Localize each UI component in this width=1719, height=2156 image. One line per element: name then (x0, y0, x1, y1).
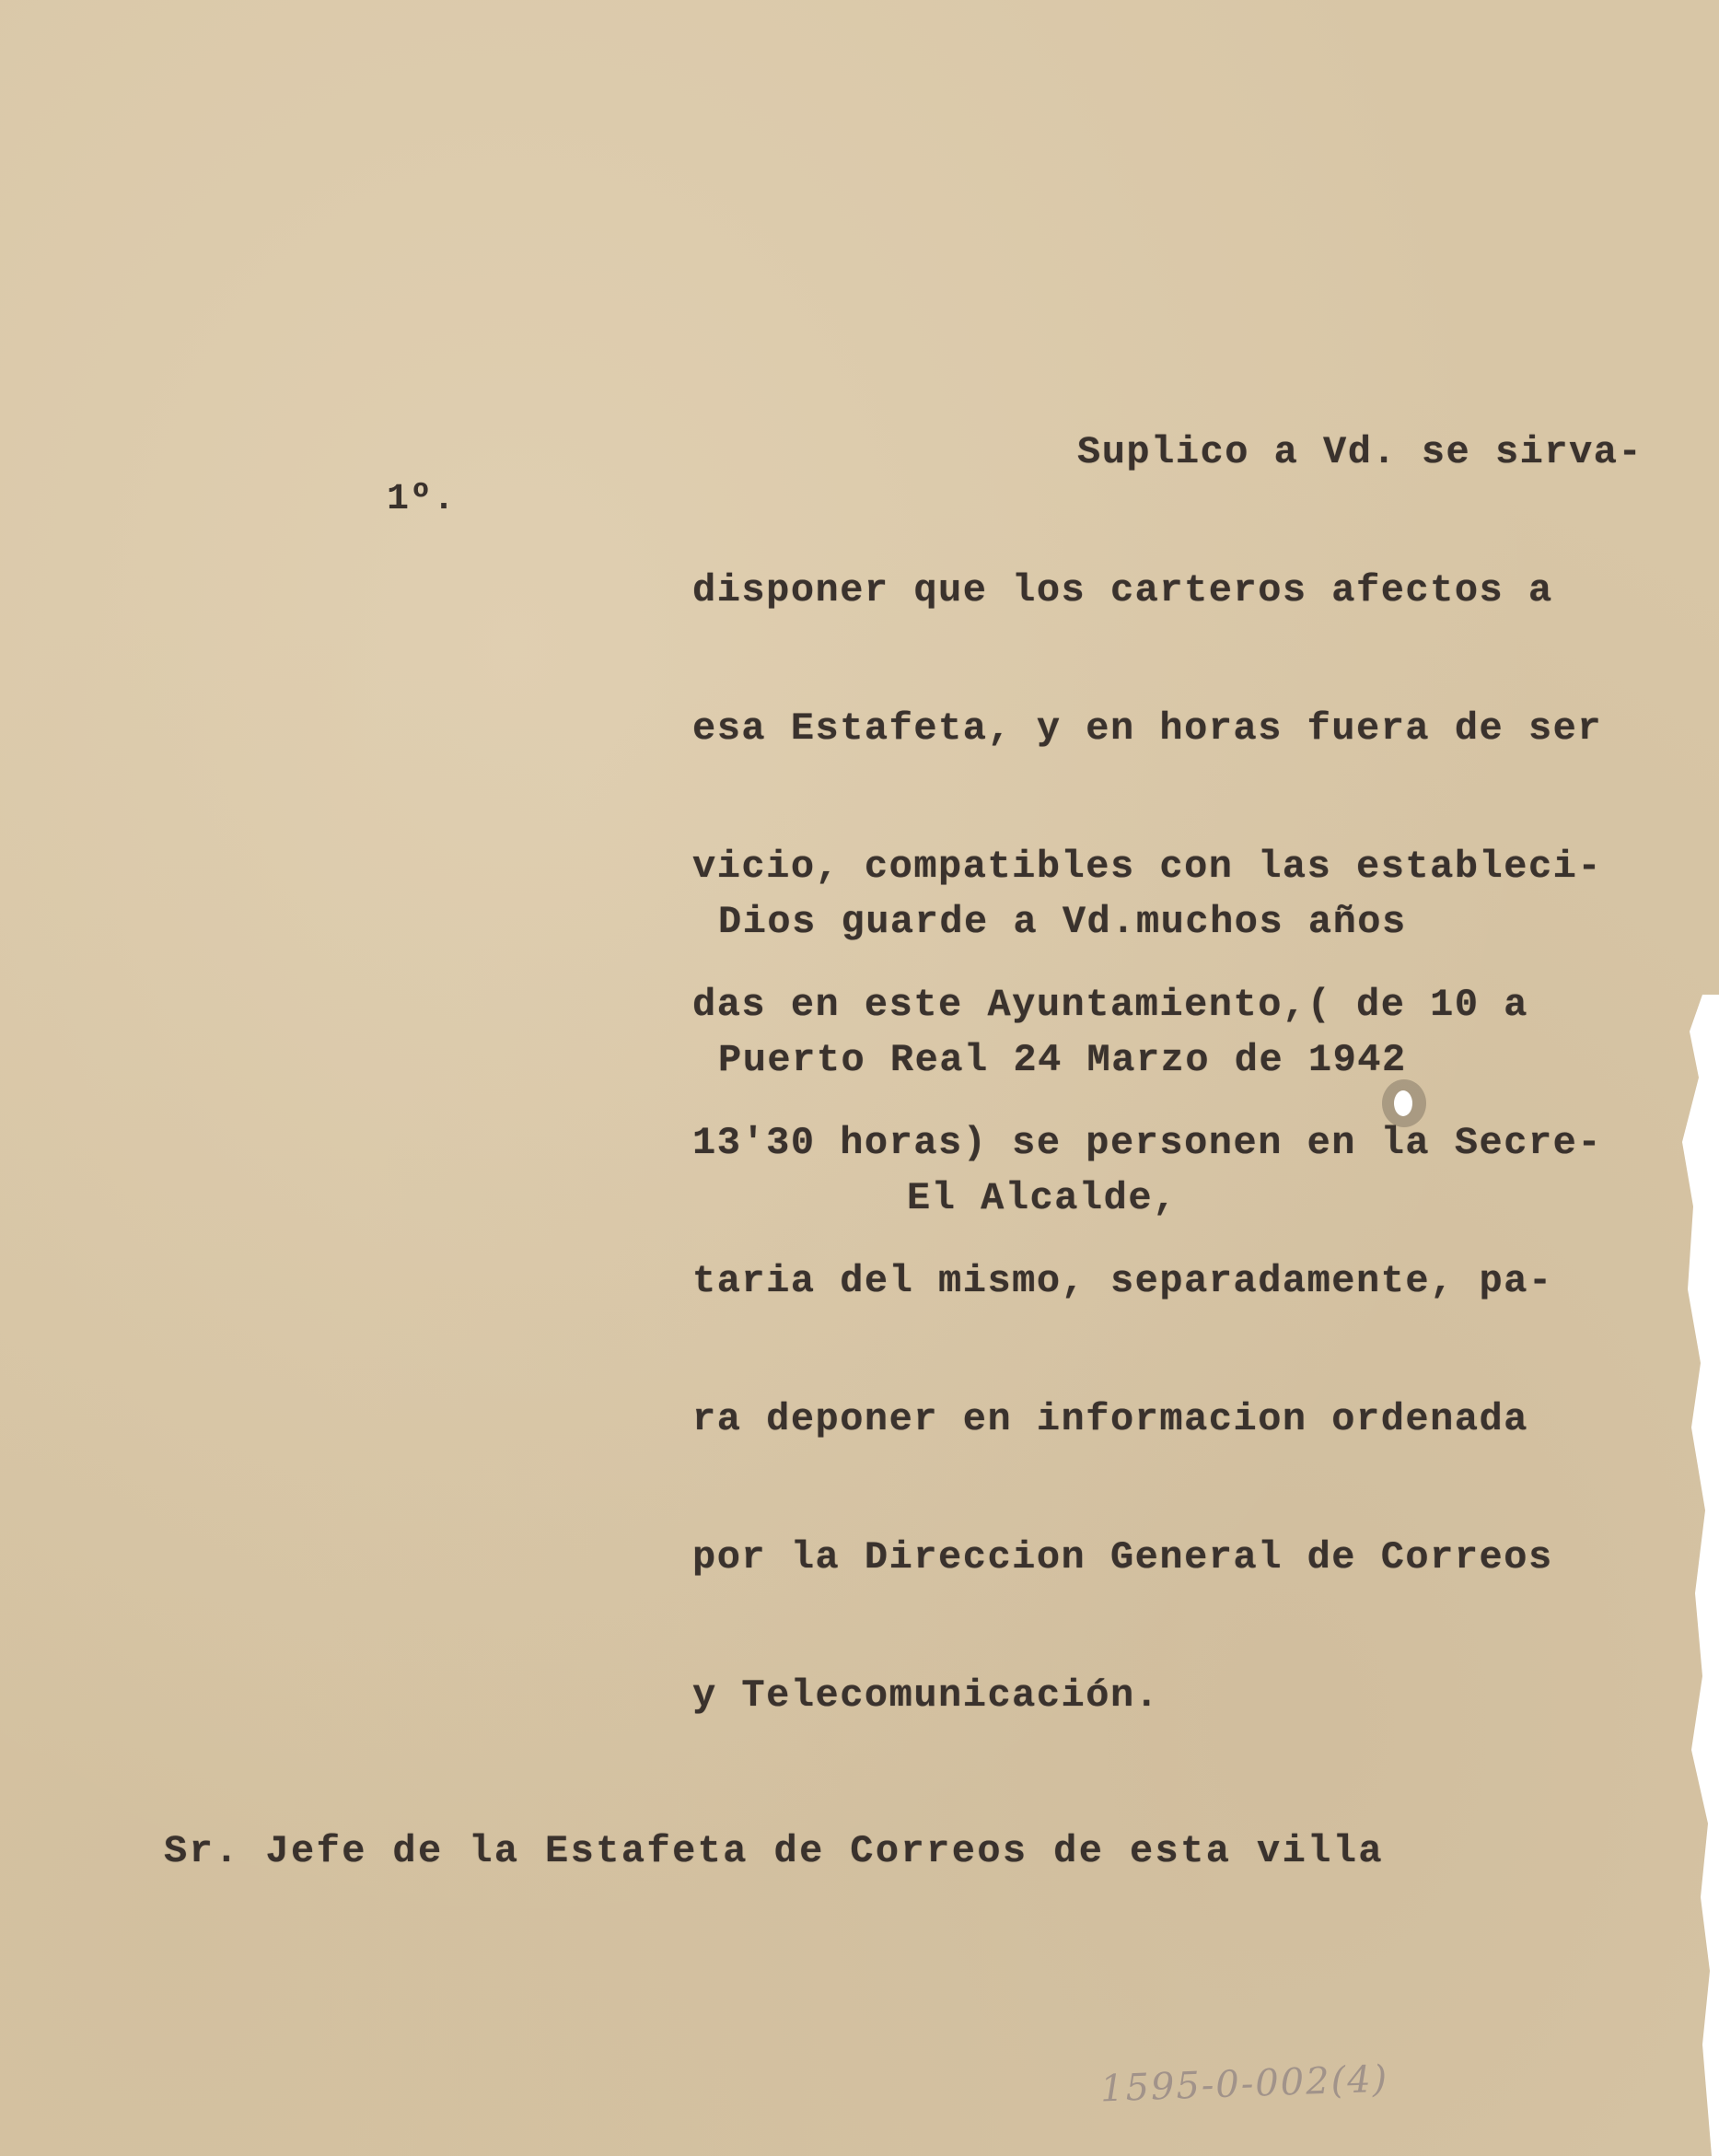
body-line: ra deponer en informacion ordenada (692, 1397, 1528, 1441)
letter-closing (718, 807, 1407, 1267)
body-line: taria del mismo, separadamente, pa- (692, 1259, 1553, 1303)
body-line: por la Direccion General de Correos (692, 1535, 1553, 1579)
archive-reference: 1595-0-002(4) (1099, 2057, 1390, 2111)
margin-number: 1º. (387, 479, 457, 520)
body-line: disponer que los carteros afectos a (692, 568, 1553, 612)
body-line: Suplico a Vd. se sirva- (1077, 430, 1644, 474)
body-line: das en este Ayuntamiento,( de 10 a (692, 983, 1528, 1027)
body-line: 13'30 horas) se personen en la Secre- (692, 1121, 1603, 1165)
body-line: vicio, compatibles con las estableci- (692, 845, 1603, 889)
body-line: esa Estafeta, y en horas fuera de ser (692, 706, 1603, 751)
place-date: Puerto Real 24 Marzo de 1942 (718, 1038, 1407, 1082)
torn-edge (1655, 995, 1719, 2156)
addressee: Sr. Jefe de la Estafeta de Correos de esta villa (164, 1829, 1384, 1873)
body-line: y Telecomunicación. (692, 1673, 1160, 1718)
salutation: Dios guarde a Vd.muchos años (718, 900, 1407, 944)
signatory: El Alcalde, (907, 1176, 1178, 1220)
